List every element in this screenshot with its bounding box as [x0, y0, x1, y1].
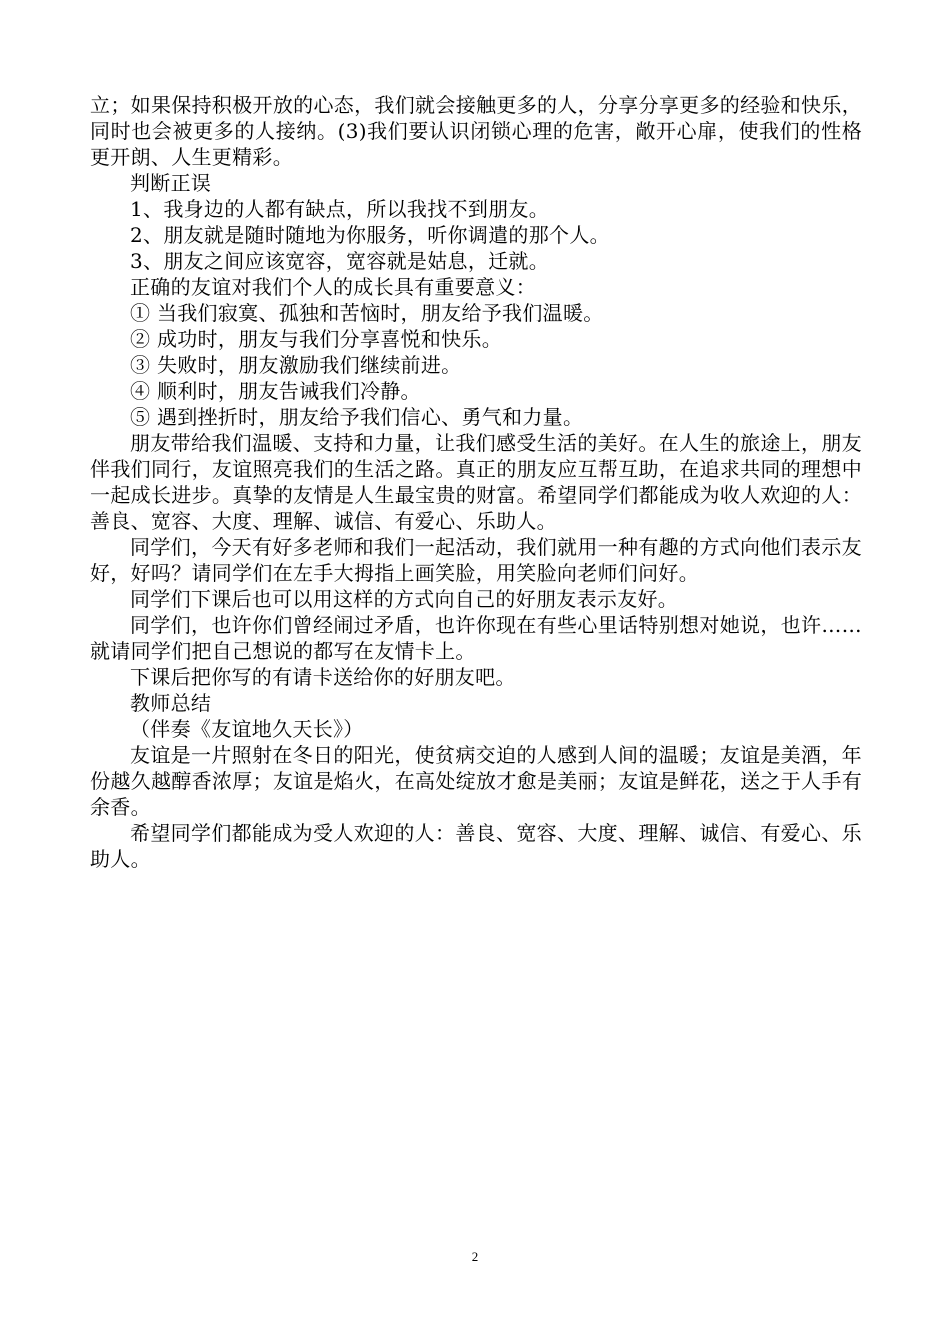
- paragraph: 下课后把你写的有请卡送给你的好朋友吧。: [130, 665, 516, 689]
- paragraph: 希望同学们都能成为受人欢迎的人：善良、宽容、大度、理解、诚信、有爱心、乐助人。: [90, 821, 862, 871]
- paragraph: 朋友带给我们温暖、支持和力量，让我们感受生活的美好。在人生的旅途上，朋友伴我们同行，友谊照亮我们的生活之路。真正的朋友应互帮互助，在追求共同的理想中一起成长进步。真挚的友情是人生最宝贵的财富。希望同学们都能成为收人欢迎的人：善良、宽容、大度、理解、诚信、有爱心、乐助人。: [90, 431, 862, 533]
- list-item: 3、朋友之间应该宽容，宽容就是姑息，迁就。: [130, 249, 550, 273]
- list-item: ③ 失败时，朋友激励我们继续前进。: [130, 353, 462, 377]
- list-item: ① 当我们寂寞、孤独和苦恼时，朋友给予我们温暖。: [130, 301, 604, 325]
- list-item: ⑤ 遇到挫折时，朋友给予我们信心、勇气和力量。: [130, 405, 584, 429]
- paragraph-continuation: 立；如果保持积极开放的心态，我们就会接触更多的人，分享分享更多的经验和快乐，同时也会被更多的人接纳。(3)我们要认识闭锁心理的危害，敞开心扉，使我们的性格更开朗、人生更精彩。: [90, 93, 862, 169]
- paragraph: 友谊是一片照射在冬日的阳光，使贫病交迫的人感到人间的温暖；友谊是美酒，年份越久越醇香浓厚；友谊是焰火，在高处绽放才愈是美丽；友谊是鲜花，送之于人手有余香。: [90, 743, 862, 819]
- heading-true-false: 判断正误: [130, 171, 212, 195]
- list-item: ④ 顺利时，朋友告诫我们冷静。: [130, 379, 421, 403]
- page-number: 2: [471, 1249, 479, 1264]
- list-item: 2、朋友就是随时随地为你服务，听你调遣的那个人。: [130, 223, 610, 247]
- heading-teacher-summary: 教师总结: [130, 691, 212, 715]
- document-body: [90, 92, 862, 872]
- paragraph: 同学们下课后也可以用这样的方式向自己的好朋友表示友好。: [130, 587, 679, 611]
- list-item: ② 成功时，朋友与我们分享喜悦和快乐。: [130, 327, 503, 351]
- paragraph: 同学们，今天有好多老师和我们一起活动，我们就用一种有趣的方式向他们表示友好，好吗？请同学们在左手大拇指上画笑脸，用笑脸向老师们问好。: [90, 535, 862, 585]
- paragraph: 同学们，也许你们曾经闹过矛盾，也许你现在有些心里话特别想对她说，也许……就请同学们把自己想说的都写在友情卡上。: [90, 613, 862, 663]
- list-item: 1、我身边的人都有缺点，所以我找不到朋友。: [130, 197, 550, 221]
- paragraph: 正确的友谊对我们个人的成长具有重要意义：: [130, 275, 536, 299]
- music-note: （伴奏《友谊地久天长》）: [130, 717, 364, 741]
